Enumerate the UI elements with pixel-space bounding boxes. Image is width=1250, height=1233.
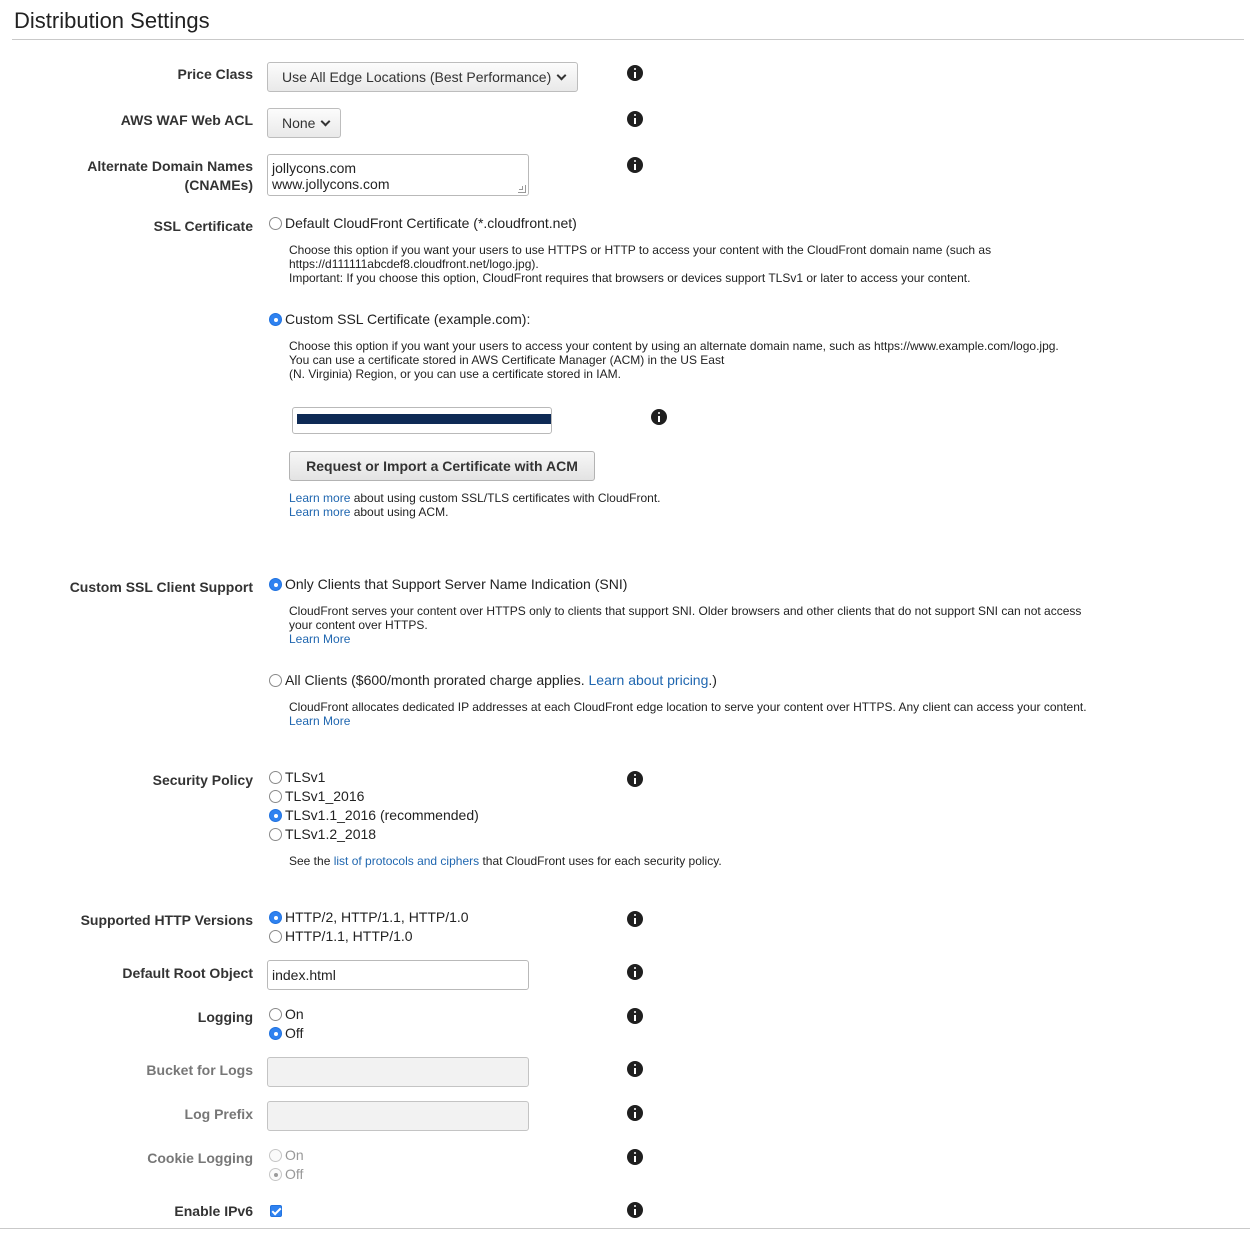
certificate-info-icon[interactable] [651, 409, 667, 425]
radio-icon[interactable] [269, 828, 282, 841]
price-class-value: Use All Edge Locations (Best Performance) [282, 69, 552, 85]
http-versions-info-icon[interactable] [627, 911, 643, 927]
chevron-down-icon [557, 71, 567, 81]
resize-grip-icon[interactable] [518, 185, 526, 193]
ssl-custom-label: Custom SSL Certificate (example.com): [285, 311, 531, 327]
radio-icon[interactable] [269, 1149, 282, 1162]
ssl-default-label: Default CloudFront Certificate (*.cloudfront.net) [285, 215, 577, 231]
sni-label: Only Clients that Support Server Name Indication (SNI) [285, 576, 628, 592]
radio-icon[interactable] [269, 674, 282, 687]
price-class-info-icon[interactable] [627, 65, 643, 81]
chevron-down-icon [321, 117, 331, 127]
waf-label: AWS WAF Web ACL [120, 112, 253, 128]
desc-line: your content over HTTPS. [289, 618, 428, 632]
all-clients-description [289, 700, 1087, 728]
radio-checked-icon[interactable] [269, 809, 282, 822]
desc-line: https://d111111abcdef8.cloudfront.net/logo.jpg). [289, 257, 539, 271]
http2-option[interactable] [269, 908, 469, 927]
radio-checked-icon[interactable] [269, 313, 282, 326]
waf-info-icon[interactable] [627, 111, 643, 127]
log-prefix-input[interactable] [267, 1101, 529, 1131]
policy-tlsv1-2-2018-option[interactable] [269, 825, 376, 844]
cookie-on-label: On [285, 1147, 304, 1163]
logging-label: Logging [197, 1009, 253, 1025]
radio-checked-icon[interactable] [269, 911, 282, 924]
http-option-label: HTTP/2, HTTP/1.1, HTTP/1.0 [285, 909, 469, 925]
radio-icon[interactable] [269, 1008, 282, 1021]
see-prefix: See the [289, 854, 334, 868]
desc-line: You can use a certificate stored in AWS Certificate Manager (ACM) in the US East [289, 353, 725, 367]
logging-off-option[interactable] [269, 1024, 303, 1043]
all-clients-option[interactable] [269, 671, 717, 690]
radio-icon[interactable] [269, 217, 282, 230]
ssl-learn-more-row [289, 491, 661, 505]
cookie-logging-info-icon[interactable] [627, 1149, 643, 1165]
policy-option-label: TLSv1.1_2016 (recommended) [285, 807, 479, 823]
redaction-bar [297, 414, 551, 424]
root-object-info-icon[interactable] [627, 964, 643, 980]
cname-line: jollycons.com [272, 160, 357, 176]
security-policy-info-icon[interactable] [627, 771, 643, 787]
policy-tlsv1-2016-option[interactable] [269, 787, 364, 806]
bucket-label: Bucket for Logs [146, 1062, 253, 1078]
learn-about-pricing-link[interactable]: Learn about pricing [588, 672, 709, 688]
radio-checked-icon[interactable] [269, 578, 282, 591]
log-prefix-info-icon[interactable] [627, 1105, 643, 1121]
all-clients-label-suffix: .) [708, 672, 717, 688]
root-object-input[interactable]: index.html [267, 960, 529, 990]
ipv6-info-icon[interactable] [627, 1202, 643, 1218]
logging-info-icon[interactable] [627, 1008, 643, 1024]
cnames-info-icon[interactable] [627, 157, 643, 173]
cnames-textarea[interactable] [267, 154, 529, 196]
learn-more-acm-text: about using ACM. [350, 505, 449, 519]
learn-more-acm-link[interactable]: Learn more [289, 505, 351, 519]
cookie-logging-label: Cookie Logging [147, 1150, 253, 1166]
policy-option-label: TLSv1 [285, 769, 326, 785]
cookie-off-label: Off [285, 1166, 304, 1182]
security-policy-label: Security Policy [152, 772, 253, 788]
waf-value: None [282, 115, 316, 131]
cname-line: www.jollycons.com [272, 176, 390, 192]
cookie-off-option[interactable] [269, 1165, 303, 1184]
cnames-label-line2: (CNAMEs) [184, 177, 253, 193]
ssl-default-description [289, 243, 991, 285]
log-prefix-label: Log Prefix [184, 1106, 253, 1122]
ssl-custom-option[interactable] [269, 310, 530, 329]
all-clients-label: All Clients ($600/month prorated charge applies. [285, 672, 589, 688]
desc-line: Important: If you choose this option, CloudFront requires that browsers or devices support TLSv1 or later to access your content. [289, 271, 971, 285]
radio-icon[interactable] [269, 790, 282, 803]
ipv6-label: Enable IPv6 [174, 1203, 253, 1219]
policy-tlsv1-1-2016-option[interactable] [269, 806, 479, 825]
waf-select[interactable] [267, 108, 341, 138]
learn-more-ssl-text: about using custom SSL/TLS certificates with CloudFront. [350, 491, 661, 505]
radio-checked-icon[interactable] [269, 1027, 282, 1040]
ssl-certificate-label: SSL Certificate [153, 218, 253, 234]
http-versions-label: Supported HTTP Versions [80, 912, 253, 928]
protocols-ciphers-link[interactable]: list of protocols and ciphers [333, 854, 480, 868]
request-acm-certificate-button[interactable]: Request or Import a Certificate with ACM [289, 451, 595, 481]
http-option-label: HTTP/1.1, HTTP/1.0 [285, 928, 413, 944]
cnames-label [87, 157, 253, 195]
radio-icon[interactable] [269, 771, 282, 784]
radio-checked-icon[interactable] [269, 1168, 282, 1181]
sni-learn-more-link[interactable]: Learn More [289, 632, 351, 646]
ssl-default-option[interactable] [269, 214, 577, 233]
sni-description [289, 604, 1081, 646]
bucket-info-icon[interactable] [627, 1061, 643, 1077]
logging-off-label: Off [285, 1025, 304, 1041]
acm-learn-more-row [289, 505, 448, 519]
desc-line: CloudFront serves your content over HTTPS only to clients that support SNI. Older browsers and other clients that do not support SNI can not access [289, 604, 1082, 618]
all-clients-learn-more-link[interactable]: Learn More [289, 714, 351, 728]
certificate-select-redacted[interactable] [292, 407, 552, 434]
radio-icon[interactable] [269, 930, 282, 943]
price-class-select[interactable] [267, 62, 578, 92]
desc-line: Choose this option if you want your users to access your content by using an alternate domain name, such as https://www.example.com/logo.jpg. [289, 339, 1059, 353]
root-object-label: Default Root Object [122, 965, 253, 981]
desc-line: CloudFront allocates dedicated IP addresses at each CloudFront edge location to serve your content over HTTPS. Any client can access your content. [289, 700, 1087, 714]
bucket-input[interactable] [267, 1057, 529, 1087]
protocols-ciphers-row [289, 854, 722, 868]
sni-option[interactable] [269, 575, 627, 594]
title-divider [12, 39, 1244, 40]
http11-option[interactable] [269, 927, 413, 946]
desc-line: (N. Virginia) Region, or you can use a certificate stored in IAM. [289, 367, 621, 381]
logging-on-label: On [285, 1006, 304, 1022]
see-suffix: that CloudFront uses for each security policy. [479, 854, 722, 868]
price-class-label: Price Class [177, 66, 253, 82]
policy-option-label: TLSv1.2_2018 [285, 826, 377, 842]
desc-line: Choose this option if you want your users to use HTTPS or HTTP to access your content with the CloudFront domain name (such as [289, 243, 992, 257]
logging-on-option[interactable] [269, 1005, 304, 1024]
policy-tlsv1-option[interactable] [269, 768, 325, 787]
ipv6-checkbox[interactable] [270, 1205, 282, 1217]
page-title: Distribution Settings [14, 8, 210, 33]
learn-more-ssl-link[interactable]: Learn more [289, 491, 351, 505]
bottom-divider [0, 1228, 1250, 1229]
cookie-on-option[interactable] [269, 1146, 304, 1165]
cnames-label-line1: Alternate Domain Names [87, 158, 253, 174]
ssl-custom-description [289, 339, 1059, 381]
policy-option-label: TLSv1_2016 [285, 788, 365, 804]
client-support-label: Custom SSL Client Support [69, 579, 253, 595]
